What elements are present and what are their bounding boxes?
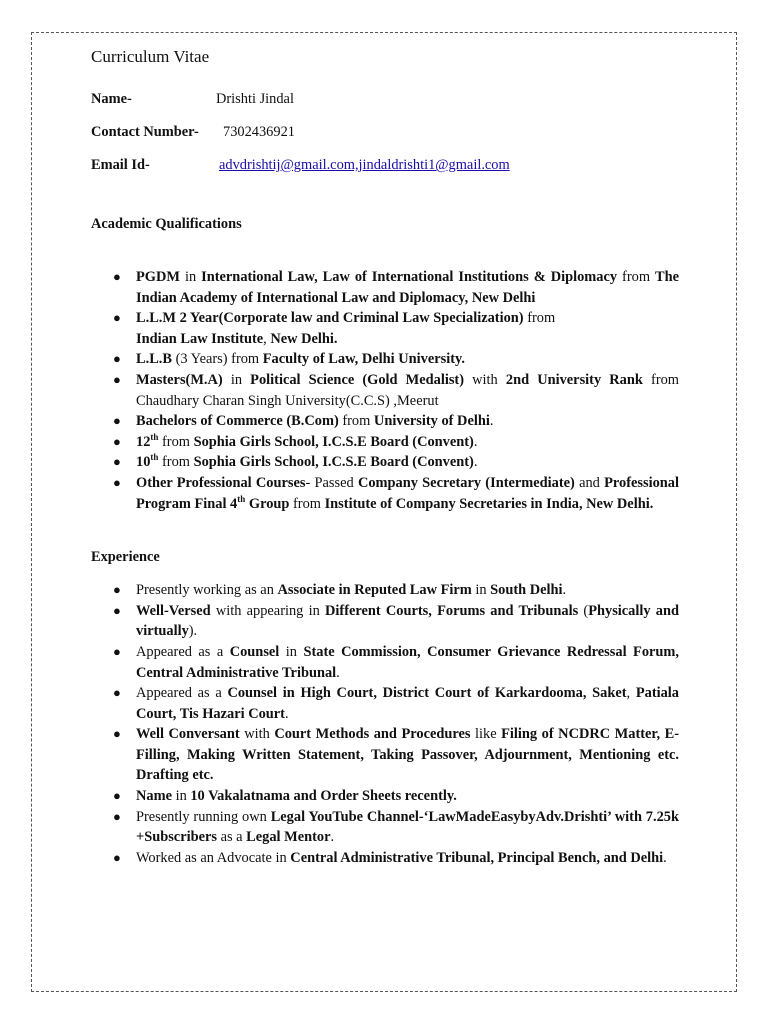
qualification-text: th (150, 431, 159, 442)
qualification-text: Bachelors of Commerce (B.Com) (136, 413, 339, 430)
qualification-item (91, 267, 679, 308)
academic-heading: Academic Qualifications (91, 216, 242, 232)
qualification-text: th (150, 452, 159, 463)
phone-value: 7302436921 (223, 124, 295, 140)
bullet-icon: ● (113, 413, 121, 429)
qualification-text: Professional Program Final 4 (136, 474, 679, 512)
name-value: Drishti Jindal (216, 91, 294, 107)
experience-text: Associate in Reputed Law Firm (277, 582, 472, 599)
qualification-item (91, 432, 679, 453)
qualification-text: in (179, 269, 202, 285)
bullet-icon: ● (113, 685, 121, 701)
qualification-text: 2nd University Rank (505, 371, 643, 388)
experience-text: ( (578, 602, 589, 619)
bullet-icon: ● (113, 808, 121, 824)
experience-text: Name (136, 788, 172, 805)
name-row (91, 89, 679, 122)
experience-text: South Delhi (490, 582, 563, 599)
qualification-text: 12 (136, 433, 151, 450)
experience-text: . (336, 664, 340, 681)
qualification-text: from Chaudhary Charan Singh University(C.C.S) ,Meerut (136, 371, 679, 409)
qualification-text: 10 (136, 454, 151, 471)
qualification-text: PGDM (136, 269, 180, 285)
experience-text: 10 Vakalatnama and Order Sheets recently. (190, 788, 457, 805)
experience-item (91, 642, 679, 683)
experience-item (91, 807, 679, 848)
qualification-text: International Law, Law of International Institutions & Diplomacy (201, 269, 618, 285)
qualification-text: from (158, 454, 194, 471)
qualification-item (91, 349, 679, 370)
experience-item (91, 848, 679, 869)
experience-text: Presently working as an (136, 582, 278, 599)
qualification-text: from (158, 433, 194, 450)
experience-text: Appeared as a (136, 643, 230, 660)
qualification-text: , (263, 330, 271, 347)
qualification-text: University of Delhi (373, 413, 490, 430)
qualification-item (91, 308, 679, 349)
bullet-icon: ● (113, 726, 121, 742)
page-title: Curriculum Vitae (91, 47, 210, 66)
experience-text: with appearing in (210, 602, 326, 619)
qualification-text: from (289, 495, 325, 512)
experience-text: State Commission, Consumer Grievance Redressal Forum, Central Administrative Tribunal (136, 643, 680, 681)
qualification-text: New Delhi. (270, 330, 338, 347)
qualification-text: Other Professional Courses (136, 474, 306, 491)
qualification-text: th (237, 493, 246, 504)
bullet-icon: ● (113, 474, 121, 490)
name-label: Name- (91, 91, 132, 107)
qualification-text: Group (245, 495, 290, 512)
experience-text: with (239, 726, 275, 743)
experience-text: Presently running own (136, 808, 271, 825)
experience-text: Court Methods and Procedures (274, 726, 471, 743)
qualification-text: - Passed (305, 474, 358, 491)
qualification-text: . (473, 433, 478, 450)
bullet-icon: ● (113, 788, 121, 804)
experience-heading: Experience (91, 549, 160, 566)
qualification-text: . (489, 413, 494, 430)
experience-text: Worked as an Advocate in (136, 849, 291, 866)
experience-text: Legal Mentor (246, 829, 331, 846)
experience-item (91, 580, 679, 601)
bullet-icon: ● (113, 269, 121, 284)
experience-text: . (562, 582, 567, 599)
qualification-item (91, 411, 679, 432)
qualification-text: from (617, 269, 655, 285)
experience-text: like (470, 726, 502, 743)
bullet-icon: ● (113, 602, 121, 618)
experience-text: ). (188, 623, 198, 640)
experience-text: as a (216, 829, 247, 846)
experience-text: Counsel (229, 643, 280, 660)
cv-document (91, 47, 679, 868)
qualification-text: Indian Law Institute (136, 330, 264, 347)
experience-text: Well-Versed (136, 602, 211, 619)
experience-item (91, 683, 679, 724)
qualification-text: The Indian Academy of International Law and Diplomacy, New Delhi (136, 269, 679, 306)
email-link[interactable]: advdrishtij@gmail.com,jindaldrishti1@gmail.com (219, 157, 510, 173)
experience-text: , (626, 685, 636, 702)
qualification-text: (3 Years) from (172, 351, 263, 368)
experience-item (91, 724, 679, 786)
experience-text: Central Administrative Tribunal, Principal Bench, and Delhi (290, 849, 664, 866)
experience-text: Counsel in High Court, District Court of Karkardooma, Saket (227, 685, 627, 702)
qualification-item (91, 452, 679, 473)
qualification-text: from (523, 310, 556, 327)
bullet-icon: ● (113, 643, 121, 659)
bullet-icon: ● (113, 310, 121, 326)
qualification-text: Masters(M.A) (136, 371, 223, 388)
bullet-icon: ● (113, 454, 121, 470)
qualification-text: Political Science (Gold Medalist) (250, 371, 465, 388)
qualification-text: . (473, 454, 478, 471)
experience-text: in (279, 643, 304, 660)
experience-text: in (471, 582, 491, 599)
academic-list (91, 267, 679, 514)
email-label: Email Id- (91, 157, 150, 173)
email-row (91, 155, 679, 188)
experience-text: Well Conversant (136, 726, 240, 743)
experience-item (91, 786, 679, 807)
experience-text: Filing of NCDRC Matter, E-Filling, Making Written Statement, Taking Passover, Adjournment, Mentioning etc. Drafting etc. (136, 726, 680, 784)
experience-text: Patiala Court, Tis Hazari Court (136, 685, 679, 722)
bullet-icon: ● (113, 849, 121, 865)
qualification-text: L.L.M 2 Year(Corporate law and Criminal Law Specialization) (136, 310, 524, 327)
qualification-text: Company Secretary (Intermediate) (357, 474, 575, 491)
bullet-icon: ● (113, 371, 121, 387)
experience-text: Appeared as a (136, 685, 228, 702)
qualification-item (91, 370, 679, 411)
experience-text: . (330, 829, 335, 846)
experience-list (91, 580, 679, 868)
experience-text: Different Courts, Forums and Tribunals (325, 602, 579, 619)
experience-text: . (663, 849, 667, 866)
qualification-text: L.L.B (136, 351, 172, 368)
bullet-icon: ● (113, 351, 121, 367)
experience-text: Legal YouTube Channel-‘LawMadeEasybyAdv.Drishti’ with 7.25k +Subscribers (136, 808, 679, 846)
experience-text: in (171, 788, 191, 805)
qualification-text: with (464, 371, 506, 388)
experience-text: Physically and virtually (136, 602, 679, 640)
experience-item (91, 601, 679, 642)
qualification-text: and (574, 474, 605, 491)
qualification-text: in (222, 371, 251, 388)
phone-row (91, 122, 679, 155)
qualification-text: from (338, 413, 374, 430)
qualification-text: Institute of Company Secretaries in India, New Delhi. (324, 495, 654, 512)
bullet-icon: ● (113, 433, 121, 449)
phone-label: Contact Number- (91, 124, 199, 140)
experience-text: . (284, 705, 289, 722)
qualification-item (91, 473, 679, 514)
qualification-text: Sophia Girls School, I.C.S.E Board (Convent) (193, 433, 474, 450)
qualification-text: Sophia Girls School, I.C.S.E Board (Convent) (193, 454, 474, 471)
qualification-text: Faculty of Law, Delhi University. (262, 351, 465, 368)
bullet-icon: ● (113, 582, 121, 598)
